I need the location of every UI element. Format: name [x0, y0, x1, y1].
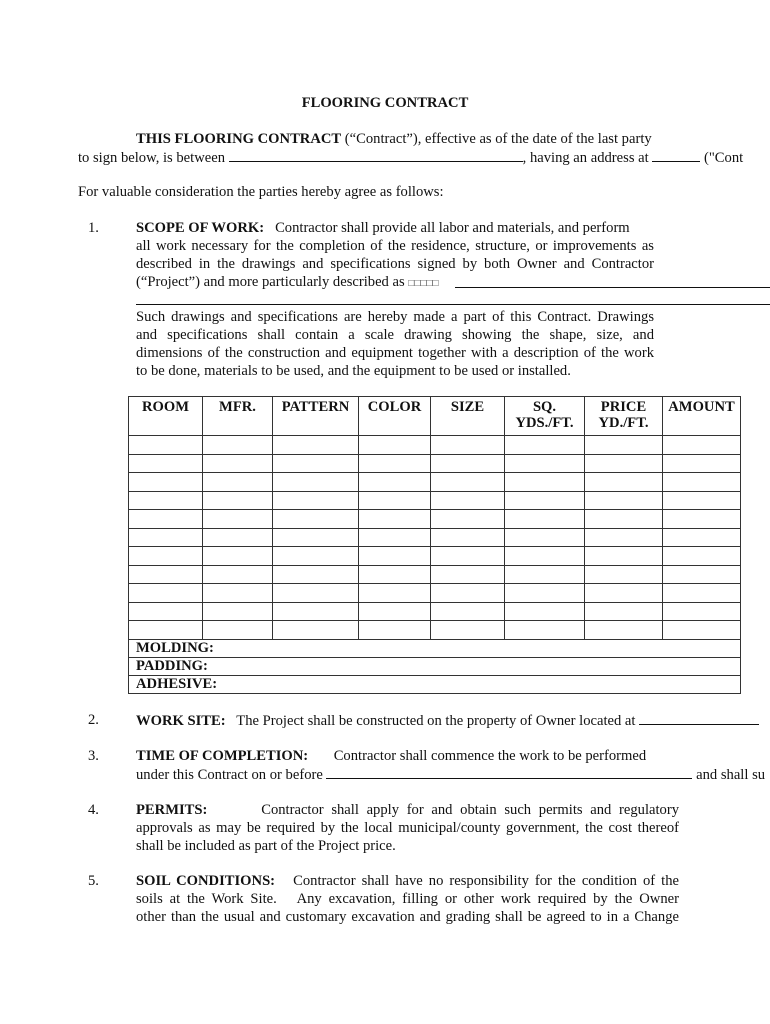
table-cell[interactable] — [129, 528, 203, 547]
table-footer-row-molding — [129, 639, 741, 657]
header-color: COLOR — [359, 397, 431, 436]
table-cell[interactable] — [129, 565, 203, 584]
section-1-para-2-line-4: to be done, materials to be used, and the equipment to be used or installed. — [136, 363, 571, 379]
table-cell[interactable] — [505, 528, 585, 547]
table-cell[interactable] — [129, 436, 203, 455]
table-footer-row-padding — [129, 657, 741, 675]
table-cell[interactable] — [585, 584, 663, 603]
molding-label[interactable]: MOLDING: — [129, 639, 741, 657]
table-cell[interactable] — [273, 565, 359, 584]
table-cell[interactable] — [585, 491, 663, 510]
table-cell[interactable] — [273, 454, 359, 473]
table-cell[interactable] — [129, 454, 203, 473]
table-cell[interactable] — [585, 436, 663, 455]
section-4-number: 4. — [88, 802, 99, 818]
section-2-text: The Project shall be constructed on the property of Owner located at — [236, 713, 640, 729]
table-cell[interactable] — [203, 473, 273, 492]
section-2-heading: WORK SITE: — [136, 713, 226, 729]
table-cell[interactable] — [273, 547, 359, 566]
table-cell[interactable] — [585, 473, 663, 492]
table-cell[interactable] — [505, 565, 585, 584]
table-cell[interactable] — [663, 473, 741, 492]
header-price-yd-ft: PRICE YD./FT. — [585, 397, 663, 436]
section-2-number: 2. — [88, 712, 99, 728]
table-cell[interactable] — [273, 528, 359, 547]
table-cell[interactable] — [431, 565, 505, 584]
table-cell[interactable] — [203, 565, 273, 584]
table-row — [129, 547, 741, 566]
table-cell[interactable] — [129, 584, 203, 603]
section-3-number: 3. — [88, 748, 99, 764]
placeholder-boxes: □□□□□ — [408, 278, 439, 289]
section-3-line-2-b: and shall su — [692, 767, 766, 783]
header-mfr: MFR. — [203, 397, 273, 436]
table-cell[interactable] — [203, 454, 273, 473]
table-row — [129, 491, 741, 510]
table-cell[interactable] — [585, 528, 663, 547]
header-amount: AMOUNT — [663, 397, 741, 436]
intro-line-2-a: to sign below, is between — [78, 150, 229, 166]
table-row — [129, 565, 741, 584]
table-cell[interactable] — [129, 602, 203, 621]
table-cell[interactable] — [505, 602, 585, 621]
section-1-line-2: all work necessary for the completion of the residence, structure, or improvements as — [136, 238, 654, 254]
table-cell[interactable] — [273, 491, 359, 510]
table-cell[interactable] — [203, 528, 273, 547]
section-1-line-1 — [136, 219, 630, 237]
table-cell[interactable] — [203, 510, 273, 529]
table-cell[interactable] — [431, 454, 505, 473]
table-cell[interactable] — [359, 565, 431, 584]
table-cell[interactable] — [359, 491, 431, 510]
header-sq-yds-ft: SQ. YDS./FT. — [505, 397, 585, 436]
section-1-line-3: described in the drawings and specifications signed by both Owner and Contractor — [136, 256, 654, 272]
section-5-line-3: other than the usual and customary excavation and grading shall be agreed to in a Change — [136, 909, 679, 925]
section-4-line-1 — [136, 801, 679, 819]
section-1-line-1-text: Contractor shall provide all labor and materials, and perform — [275, 220, 630, 236]
table-cell[interactable] — [273, 621, 359, 640]
padding-label[interactable]: PADDING: — [129, 657, 741, 675]
table-cell[interactable] — [663, 621, 741, 640]
table-cell[interactable] — [431, 584, 505, 603]
document-title: FLOORING CONTRACT — [301, 95, 469, 111]
table-cell[interactable] — [585, 565, 663, 584]
table-cell[interactable] — [505, 491, 585, 510]
table-cell[interactable] — [663, 491, 741, 510]
table-cell[interactable] — [585, 602, 663, 621]
section-4-line-1-text: Contractor shall apply for and obtain such permits and regulatory — [261, 802, 679, 818]
intro-line-2 — [78, 148, 770, 167]
table-cell[interactable] — [203, 547, 273, 566]
table-row — [129, 473, 741, 492]
intro-line-1-text: (“Contract”), effective as of the date of the last party — [341, 131, 652, 147]
table-row — [129, 454, 741, 473]
table-footer-row-adhesive — [129, 675, 741, 693]
table-cell[interactable] — [663, 510, 741, 529]
section-3-heading: TIME OF COMPLETION: — [136, 748, 309, 764]
table-cell[interactable] — [585, 454, 663, 473]
work-site-blank[interactable] — [639, 711, 759, 725]
commence-date-blank[interactable] — [326, 765, 692, 779]
table-cell[interactable] — [359, 547, 431, 566]
table-cell[interactable] — [585, 547, 663, 566]
table-cell[interactable] — [585, 621, 663, 640]
table-row — [129, 528, 741, 547]
section-1-line-4-text: (“Project”) and more particularly described as — [136, 274, 409, 290]
table-cell[interactable] — [505, 584, 585, 603]
section-3-line-2 — [136, 765, 770, 784]
table-cell[interactable] — [203, 602, 273, 621]
consideration-text: For valuable consideration the parties hereby agree as follows: — [78, 184, 444, 200]
table-cell[interactable] — [663, 547, 741, 566]
section-5-line-1 — [136, 872, 679, 890]
flooring-spec-table — [128, 396, 741, 694]
table-cell[interactable] — [273, 436, 359, 455]
table-cell[interactable] — [203, 584, 273, 603]
table-cell[interactable] — [505, 454, 585, 473]
section-1-para-2-line-1: Such drawings and specifications are hereby made a part of this Contract. Drawings — [136, 309, 654, 325]
table-cell[interactable] — [129, 473, 203, 492]
table-cell[interactable] — [359, 436, 431, 455]
table-cell[interactable] — [585, 510, 663, 529]
table-row — [129, 621, 741, 640]
table-cell[interactable] — [505, 621, 585, 640]
table-header-row — [129, 397, 741, 436]
section-1-para-2-line-2: and specifications shall contain a scale drawing showing the shape, size, and — [136, 327, 654, 343]
table-cell[interactable] — [663, 565, 741, 584]
table-cell[interactable] — [203, 491, 273, 510]
table-row — [129, 584, 741, 603]
table-cell[interactable] — [431, 547, 505, 566]
table-row — [129, 436, 741, 455]
table-cell[interactable] — [129, 621, 203, 640]
intro-line-2-c: ("Cont — [700, 150, 744, 166]
section-4-heading: PERMITS: — [136, 802, 208, 818]
table-cell[interactable] — [663, 454, 741, 473]
table-row — [129, 510, 741, 529]
header-room: ROOM — [129, 397, 203, 436]
table-cell[interactable] — [505, 473, 585, 492]
table-row — [129, 602, 741, 621]
table-cell[interactable] — [359, 621, 431, 640]
section-4-line-2: approvals as may be required by the local municipal/county government, the cost thereof — [136, 820, 679, 836]
section-3-line-2-a: under this Contract on or before — [136, 767, 327, 783]
section-3-line-1 — [136, 747, 646, 765]
table-cell[interactable] — [663, 602, 741, 621]
table-cell[interactable] — [273, 510, 359, 529]
table-cell[interactable] — [359, 454, 431, 473]
section-5-number: 5. — [88, 873, 99, 889]
section-1-line-4 — [136, 273, 439, 293]
table-cell[interactable] — [359, 510, 431, 529]
table-cell[interactable] — [431, 621, 505, 640]
table-cell[interactable] — [359, 528, 431, 547]
section-5-line-2: soils at the Work Site. Any excavation, filling or other work required by the Owner — [136, 891, 679, 907]
table-cell[interactable] — [431, 510, 505, 529]
section-1-heading: SCOPE OF WORK: — [136, 220, 265, 236]
table-cell[interactable] — [203, 436, 273, 455]
table-cell[interactable] — [663, 584, 741, 603]
intro-line-2-b: , having an address at — [522, 150, 653, 166]
section-5-heading: SOIL CONDITIONS: — [136, 873, 276, 889]
section-3-line-1-text: Contractor shall commence the work to be performed — [333, 748, 647, 764]
table-cell[interactable] — [129, 547, 203, 566]
table-cell[interactable] — [431, 528, 505, 547]
adhesive-label[interactable]: ADHESIVE: — [129, 675, 741, 693]
table-cell[interactable] — [505, 547, 585, 566]
table-cell[interactable] — [663, 528, 741, 547]
section-1-para-2-line-3: dimensions of the construction and equipment together with a description of the work — [136, 345, 654, 361]
header-pattern: PATTERN — [273, 397, 359, 436]
table-cell[interactable] — [359, 473, 431, 492]
description-blank[interactable] — [455, 287, 770, 288]
table-cell[interactable] — [431, 602, 505, 621]
table-cell[interactable] — [431, 436, 505, 455]
table-cell[interactable] — [359, 602, 431, 621]
table-cell[interactable] — [129, 510, 203, 529]
table-cell[interactable] — [203, 621, 273, 640]
section-1-number: 1. — [88, 220, 99, 236]
table-cell[interactable] — [359, 584, 431, 603]
table-cell[interactable] — [273, 584, 359, 603]
header-size: SIZE — [431, 397, 505, 436]
description-blank-line-2[interactable] — [136, 304, 770, 305]
section-2-line — [136, 711, 770, 730]
table-cell[interactable] — [663, 436, 741, 455]
table-cell[interactable] — [505, 436, 585, 455]
intro-line-1 — [136, 130, 652, 148]
table-cell[interactable] — [431, 491, 505, 510]
table-cell[interactable] — [273, 473, 359, 492]
table-cell[interactable] — [431, 473, 505, 492]
section-5-line-1-text: Contractor shall have no responsibility for the condition of the — [293, 873, 679, 889]
table-cell[interactable] — [273, 602, 359, 621]
table-cell[interactable] — [505, 510, 585, 529]
table-cell[interactable] — [129, 491, 203, 510]
address-blank[interactable] — [652, 148, 700, 162]
section-4-line-3: shall be included as part of the Project price. — [136, 838, 396, 854]
intro-lead: THIS FLOORING CONTRACT — [136, 131, 342, 147]
party-name-blank[interactable] — [229, 148, 523, 162]
